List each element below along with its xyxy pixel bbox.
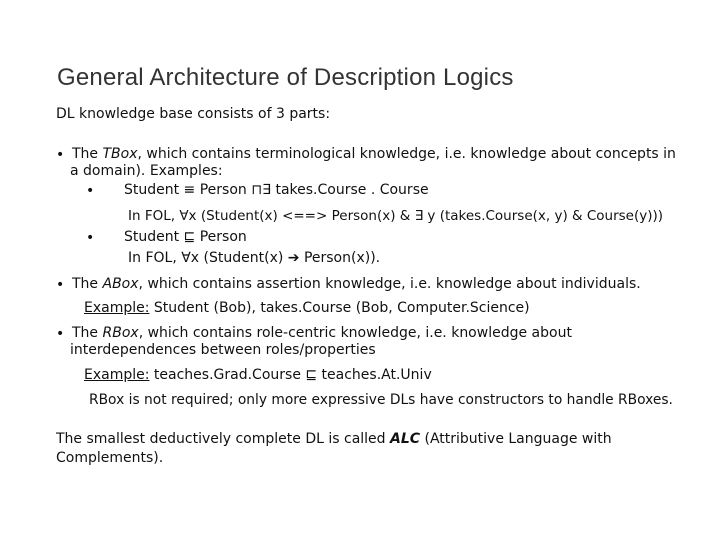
rbox-example-label: Example: <box>84 367 150 383</box>
alc-term: ALC <box>390 431 421 447</box>
tbox-line1 <box>72 146 676 163</box>
tbox-example2: Student ⊑ Person <box>124 229 247 245</box>
abox-prefix: The <box>72 276 103 292</box>
rbox-rest: , which contains role-centric knowledge, i.e. knowledge about <box>138 325 572 341</box>
abox-example-text: Student (Bob), takes.Course (Bob, Computer.Science) <box>149 300 530 316</box>
bullet-example2: • <box>86 230 95 246</box>
abox-example <box>84 300 530 317</box>
rbox-note: RBox is not required; only more expressive DLs have constructors to handle RBoxes. <box>89 392 673 408</box>
slide-title: General Architecture of Description Logics <box>57 64 514 91</box>
rbox-prefix: The <box>72 325 103 341</box>
conclusion-line1 <box>56 431 612 448</box>
abox-rest: , which contains assertion knowledge, i.e. knowledge about individuals. <box>138 276 641 292</box>
conclusion-prefix: The smallest deductively complete DL is called <box>56 431 390 447</box>
conclusion-suffix: (Attributive Language with <box>420 431 612 447</box>
rbox-term: RBox <box>102 325 139 341</box>
tbox-fol1: In FOL, ∀x (Student(x) <==> Person(x) & ∃ y (takes.Course(x, y) & Course(y))) <box>128 208 664 224</box>
tbox-fol2: In FOL, ∀x (Student(x) ➔ Person(x)). <box>128 250 381 266</box>
tbox-example1: Student ≡ Person ⊓∃ takes.Course . Course <box>124 182 429 198</box>
tbox-term: TBox <box>102 146 138 162</box>
tbox-rest: , which contains terminological knowledge, i.e. knowledge about concepts in <box>137 146 676 162</box>
rbox-example-text: teaches.Grad.Course ⊑ teaches.At.Univ <box>149 367 432 383</box>
tbox-line2: a domain). Examples: <box>70 163 223 179</box>
bullet-tbox: • <box>56 147 65 163</box>
rbox-line2: interdependences between roles/properties <box>70 342 376 358</box>
tbox-prefix: The <box>72 146 103 162</box>
intro-text: DL knowledge base consists of 3 parts: <box>56 106 331 122</box>
rbox-line1 <box>72 325 572 342</box>
bullet-abox: • <box>56 277 65 293</box>
abox-example-label: Example: <box>84 300 150 316</box>
abox-line1 <box>72 276 641 293</box>
bullet-example1: • <box>86 183 95 199</box>
rbox-example <box>84 367 432 384</box>
abox-term: ABox <box>102 276 139 292</box>
conclusion-line2: Complements). <box>56 450 164 466</box>
bullet-rbox: • <box>56 326 65 342</box>
